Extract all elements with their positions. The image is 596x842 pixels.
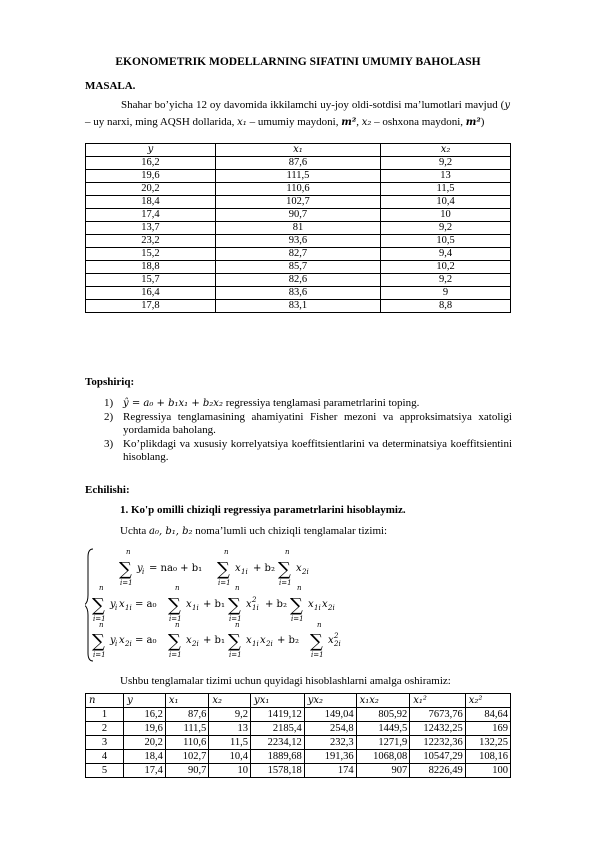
table-cell: 9,4 <box>381 248 511 261</box>
table-row <box>86 287 511 300</box>
svg-text:n: n <box>175 621 180 629</box>
svg-text:∑: ∑ <box>310 631 323 652</box>
table-cell: 13 <box>381 170 511 183</box>
svg-text:+ b₂: + b₂ <box>265 599 287 610</box>
table-cell: 805,92 <box>356 708 410 722</box>
equation-system <box>85 545 375 665</box>
table-cell: 17,4 <box>124 764 166 778</box>
table-cell: 11,5 <box>381 183 511 196</box>
table-row <box>86 222 511 235</box>
column-header: x₁x₂ <box>356 694 410 708</box>
table-cell: 15,7 <box>86 274 216 287</box>
table-row <box>86 750 511 764</box>
problem-statement: Shahar bo’yicha 12 oy davomida ikkilamchi uy-joy oldi-sotdisi ma’lumotlari mavjud (y – uy narxi, ming AQSH dollarida, x₁ – umumiy maydoni, m², x₂ – oshxona maydoni, m²) <box>85 99 510 128</box>
svg-text:i: i <box>115 604 118 612</box>
equation-1 <box>119 548 309 587</box>
table-cell: 13 <box>209 722 251 736</box>
table-cell: 15,2 <box>86 248 216 261</box>
calculations-table <box>85 693 511 778</box>
svg-text:∑: ∑ <box>168 595 181 616</box>
svg-text:n: n <box>285 548 290 556</box>
table-cell: 1449,5 <box>356 722 410 736</box>
equation-2 <box>92 584 335 623</box>
table-cell: 174 <box>304 764 356 778</box>
svg-text:∑: ∑ <box>278 559 291 580</box>
table-cell: 10,4 <box>209 750 251 764</box>
table-cell: 8,8 <box>381 300 511 313</box>
table-cell: 17,8 <box>86 300 216 313</box>
table-row <box>86 196 511 209</box>
column-header: x₁ <box>165 694 209 708</box>
svg-text:2i: 2i <box>125 640 132 648</box>
table-row <box>86 261 511 274</box>
column-header: n <box>86 694 124 708</box>
data-table-body <box>86 157 511 313</box>
svg-text:2i: 2i <box>334 640 341 648</box>
table-cell: 191,36 <box>304 750 356 764</box>
table-cell: 9 <box>381 287 511 300</box>
table-cell: 149,04 <box>304 708 356 722</box>
table-cell: 1419,12 <box>251 708 305 722</box>
svg-text:+ b₁: + b₁ <box>203 635 225 646</box>
table-cell: 16,2 <box>124 708 166 722</box>
table-cell: 2234,12 <box>251 736 305 750</box>
svg-text:n: n <box>317 621 322 629</box>
svg-text:x: x <box>186 599 192 610</box>
svg-text:i=1: i=1 <box>93 615 106 623</box>
table-cell: 84,64 <box>465 708 510 722</box>
problem-label: MASALA. <box>85 80 136 92</box>
calculations-table-body <box>86 708 511 778</box>
table-cell: 83,6 <box>215 287 380 300</box>
svg-text:1i: 1i <box>252 604 259 612</box>
svg-text:∑: ∑ <box>228 595 241 616</box>
table-cell: 132,25 <box>465 736 510 750</box>
table-cell: 90,7 <box>165 764 209 778</box>
table-cell: 90,7 <box>215 209 380 222</box>
table-cell: 10,4 <box>381 196 511 209</box>
table-row <box>86 300 511 313</box>
table-cell: 1889,68 <box>251 750 305 764</box>
table-cell: 169 <box>465 722 510 736</box>
table-cell: 16,4 <box>86 287 216 300</box>
table-cell: 5 <box>86 764 124 778</box>
table-cell: 100 <box>465 764 510 778</box>
svg-text:1i: 1i <box>192 604 199 612</box>
table-cell: 13,7 <box>86 222 216 235</box>
calculations-intro: Ushbu tenglamalar tizimi uchun quyidagi hisoblashlarni amalga oshiramiz: <box>120 675 451 687</box>
svg-text:x: x <box>235 563 241 574</box>
svg-text:2i: 2i <box>192 640 199 648</box>
table-cell: 85,7 <box>215 261 380 274</box>
svg-text:= a₀: = a₀ <box>135 599 157 610</box>
header-y: y <box>86 144 216 157</box>
table-cell: 83,1 <box>215 300 380 313</box>
table-cell: 254,8 <box>304 722 356 736</box>
table-row <box>86 170 511 183</box>
table-cell: 110,6 <box>165 736 209 750</box>
table-cell: 7673,76 <box>410 708 465 722</box>
svg-text:x: x <box>322 599 328 610</box>
table-cell: 3 <box>86 736 124 750</box>
svg-text:1i: 1i <box>314 604 321 612</box>
table-cell: 11,5 <box>209 736 251 750</box>
svg-text:n: n <box>126 548 131 556</box>
table-cell: 102,7 <box>215 196 380 209</box>
column-header: y <box>124 694 166 708</box>
task-list <box>104 397 512 465</box>
column-header: x₂ <box>209 694 251 708</box>
svg-text:i=1: i=1 <box>229 651 242 659</box>
svg-text:= na₀ + b₁: = na₀ + b₁ <box>149 563 203 574</box>
svg-text:n: n <box>235 621 240 629</box>
table-cell: 232,3 <box>304 736 356 750</box>
table-cell: 111,5 <box>165 722 209 736</box>
svg-text:n: n <box>297 584 302 592</box>
svg-text:x: x <box>119 635 125 646</box>
table-cell: 18,8 <box>86 261 216 274</box>
svg-text:+ b₂: + b₂ <box>253 563 275 574</box>
table-cell: 10,5 <box>381 235 511 248</box>
svg-text:2i: 2i <box>302 568 309 576</box>
svg-text:1i: 1i <box>241 568 248 576</box>
table-cell: 4 <box>86 750 124 764</box>
tasks-label: Topshiriq: <box>85 376 135 388</box>
svg-text:x: x <box>308 599 314 610</box>
svg-text:∑: ∑ <box>217 559 230 580</box>
table-row <box>86 235 511 248</box>
table-cell: 10547,29 <box>410 750 465 764</box>
svg-text:i=1: i=1 <box>229 615 242 623</box>
table-cell: 18,4 <box>124 750 166 764</box>
table-cell: 12432,25 <box>410 722 465 736</box>
section-heading: 1. Ko'p omilli chiziqli regressiya parametrlarini hisoblaymiz. <box>120 504 406 516</box>
table-row <box>86 764 511 778</box>
svg-text:∑: ∑ <box>92 631 105 652</box>
header-x1: x₁ <box>215 144 380 157</box>
table-cell: 108,16 <box>465 750 510 764</box>
table-cell: 8226,49 <box>410 764 465 778</box>
svg-text:n: n <box>224 548 229 556</box>
svg-text:n: n <box>99 584 104 592</box>
table-row <box>86 274 511 287</box>
system-intro: Uchta a₀, b₁, b₂ noma’lumli uch chiziqli tenglamalar tizimi: <box>120 525 388 537</box>
svg-text:1i: 1i <box>252 640 259 648</box>
svg-text:i: i <box>142 568 145 576</box>
svg-text:2: 2 <box>252 596 257 604</box>
solution-label: Echilishi: <box>85 484 130 496</box>
svg-text:i=1: i=1 <box>311 651 324 659</box>
svg-text:n: n <box>175 584 180 592</box>
svg-text:+ b₁: + b₁ <box>203 599 225 610</box>
page-title: EKONOMETRIK MODELLARNING SIFATINI UMUMIY BAHOLASH <box>115 56 481 68</box>
svg-text:+ b₂: + b₂ <box>277 635 299 646</box>
column-header: yx₂ <box>304 694 356 708</box>
table-cell: 82,7 <box>215 248 380 261</box>
table-cell: 10 <box>381 209 511 222</box>
column-header: yx₁ <box>251 694 305 708</box>
table-cell: 110,6 <box>215 183 380 196</box>
table-cell: 10,2 <box>381 261 511 274</box>
svg-text:y: y <box>110 599 116 610</box>
table-cell: 20,2 <box>124 736 166 750</box>
table-cell: 17,4 <box>86 209 216 222</box>
equation-3 <box>92 621 341 659</box>
table-cell: 102,7 <box>165 750 209 764</box>
svg-text:i=1: i=1 <box>279 579 292 587</box>
table-cell: 2 <box>86 722 124 736</box>
task-item: 3) Ko’plikdagi va xususiy korrelyatsiya koeffitsientlarini va determinatsiya koeffitsientini hisoblang. <box>104 437 512 463</box>
table-row <box>86 722 511 736</box>
table-cell: 1 <box>86 708 124 722</box>
table-header-row <box>86 144 511 157</box>
table-cell: 12232,36 <box>410 736 465 750</box>
header-x2: x₂ <box>381 144 511 157</box>
data-table <box>85 143 511 313</box>
table-cell: 2185,4 <box>251 722 305 736</box>
column-header: x₂² <box>465 694 510 708</box>
svg-text:∑: ∑ <box>290 595 303 616</box>
table-cell: 20,2 <box>86 183 216 196</box>
svg-text:i=1: i=1 <box>93 651 106 659</box>
svg-text:∑: ∑ <box>119 559 132 580</box>
svg-text:n: n <box>99 621 104 629</box>
column-header: x₁² <box>410 694 465 708</box>
svg-text:i=1: i=1 <box>169 651 182 659</box>
table-cell: 18,4 <box>86 196 216 209</box>
task-item: 2) Regressiya tenglamasining ahamiyatini Fisher mezoni va approksimatsiya xatoligi yordamida baholang. <box>104 410 512 436</box>
svg-text:y: y <box>137 563 143 574</box>
table-cell: 16,2 <box>86 157 216 170</box>
table-cell: 1271,9 <box>356 736 410 750</box>
table-cell: 81 <box>215 222 380 235</box>
table-cell: 9,2 <box>381 157 511 170</box>
svg-text:i: i <box>115 640 118 648</box>
svg-text:x: x <box>246 599 252 610</box>
svg-text:∑: ∑ <box>92 595 105 616</box>
svg-text:i=1: i=1 <box>120 579 133 587</box>
svg-text:x: x <box>119 599 125 610</box>
svg-text:1i: 1i <box>125 604 132 612</box>
table-cell: 19,6 <box>124 722 166 736</box>
table-row <box>86 736 511 750</box>
svg-text:i=1: i=1 <box>169 615 182 623</box>
svg-text:∑: ∑ <box>168 631 181 652</box>
svg-text:2i: 2i <box>266 640 273 648</box>
svg-text:x: x <box>260 635 266 646</box>
svg-text:2i: 2i <box>328 604 335 612</box>
svg-text:i=1: i=1 <box>218 579 231 587</box>
table-cell: 82,6 <box>215 274 380 287</box>
regression-formula: ŷ = a₀ + b₁x₁ + b₂x₂ <box>123 398 223 409</box>
table-row <box>86 157 511 170</box>
svg-text:i=1: i=1 <box>291 615 304 623</box>
table-cell: 87,6 <box>215 157 380 170</box>
table-cell: 87,6 <box>165 708 209 722</box>
table-cell: 1578,18 <box>251 764 305 778</box>
table-cell: 19,6 <box>86 170 216 183</box>
table-row <box>86 209 511 222</box>
table-cell: 907 <box>356 764 410 778</box>
svg-text:n: n <box>235 584 240 592</box>
table-row <box>86 183 511 196</box>
table-row <box>86 248 511 261</box>
table-cell: 9,2 <box>209 708 251 722</box>
table-cell: 111,5 <box>215 170 380 183</box>
table-cell: 1068,08 <box>356 750 410 764</box>
table-row <box>86 708 511 722</box>
svg-text:x: x <box>328 635 334 646</box>
table-cell: 93,6 <box>215 235 380 248</box>
svg-text:x: x <box>296 563 302 574</box>
task-item: 1) ŷ = a₀ + b₁x₁ + b₂x₂ regressiya tenglamasi parametrlarini toping. <box>104 397 420 409</box>
svg-text:x: x <box>246 635 252 646</box>
svg-text:2: 2 <box>334 632 339 640</box>
table-cell: 23,2 <box>86 235 216 248</box>
svg-text:= a₀: = a₀ <box>135 635 157 646</box>
svg-text:y: y <box>110 635 116 646</box>
table-cell: 9,2 <box>381 274 511 287</box>
table-header-row <box>86 694 511 708</box>
svg-text:∑: ∑ <box>228 631 241 652</box>
svg-text:x: x <box>186 635 192 646</box>
table-cell: 10 <box>209 764 251 778</box>
table-cell: 9,2 <box>381 222 511 235</box>
